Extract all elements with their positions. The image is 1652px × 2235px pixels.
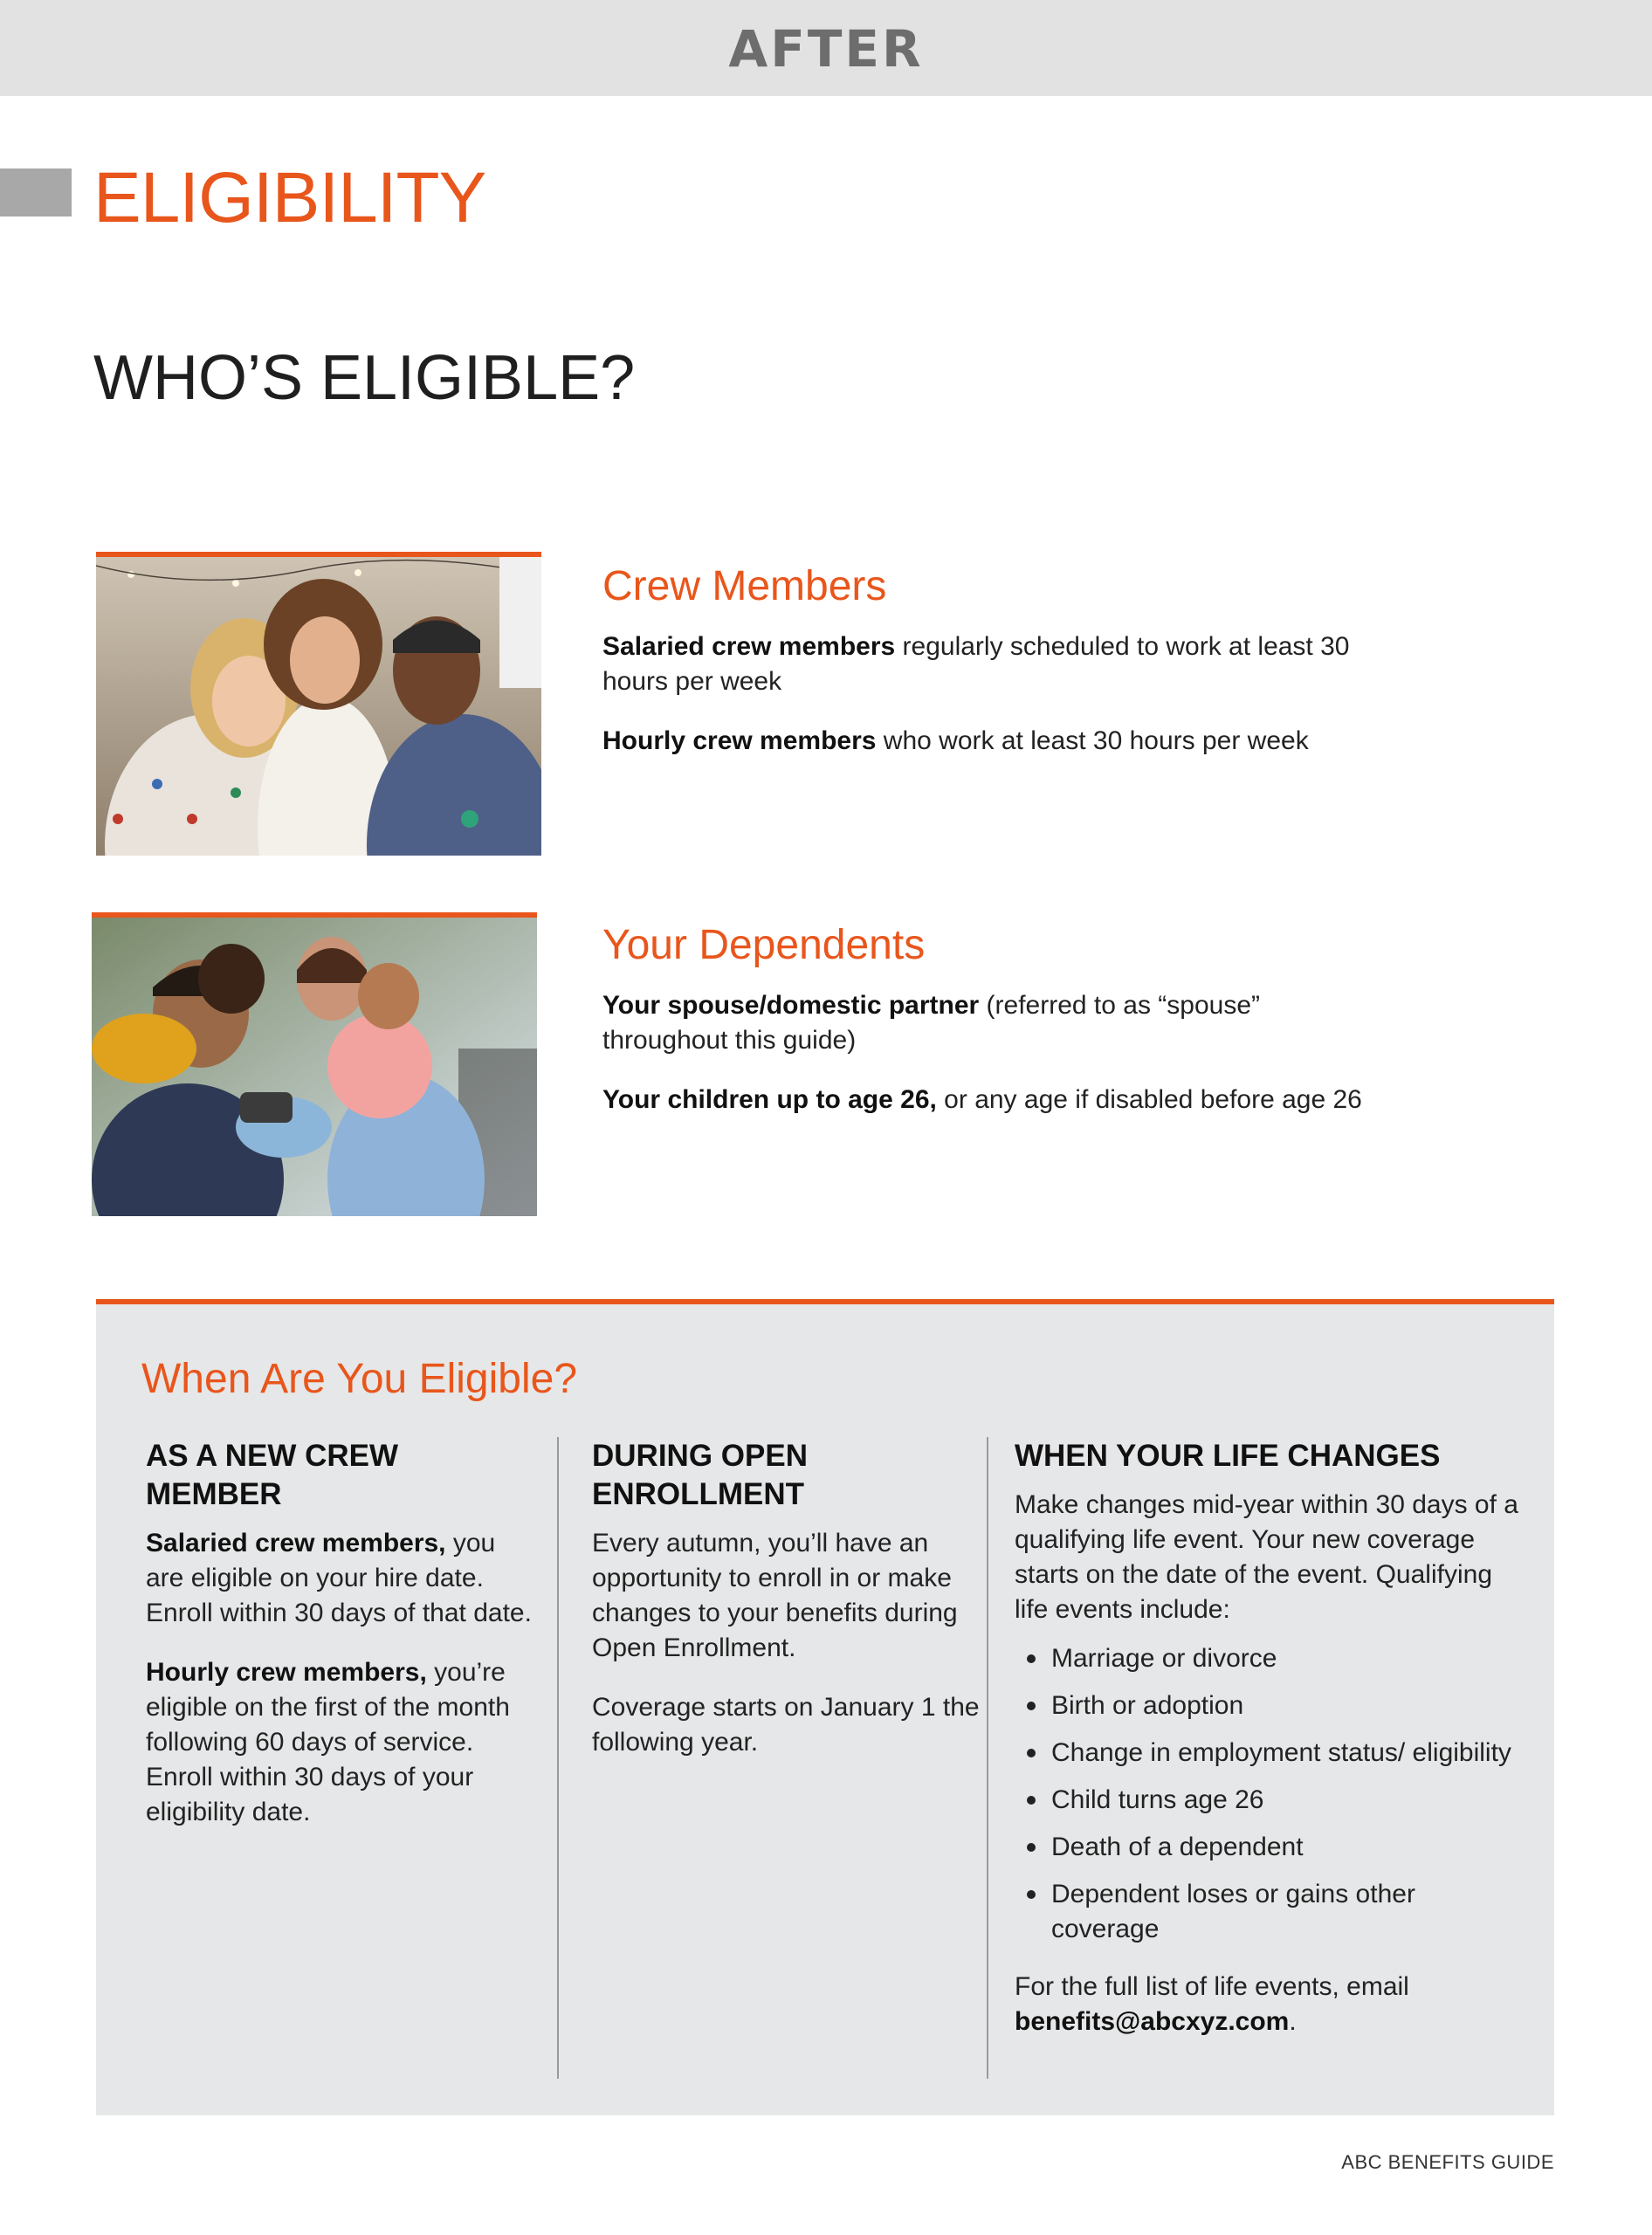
new-member-salaried: [146, 1526, 539, 1631]
new-member-heading: AS A NEW CREW MEMBER: [146, 1439, 399, 1511]
crew-salaried-bold: Salaried crew members: [602, 632, 896, 661]
open-enrollment-text: Every autumn, you’ll have an opportunity to enroll in or make changes to your benefits during Open Enrollment.: [592, 1529, 958, 1662]
crew-photo: [96, 552, 541, 856]
open-enrollment-column: [592, 1437, 985, 1785]
new-member-hourly-bold: Hourly crew members,: [146, 1658, 427, 1687]
dependents-block: [602, 921, 1371, 1142]
list-item-text: Dependent loses or gains other coverage: [1051, 1880, 1415, 1943]
open-enrollment-coverage: Coverage starts on January 1 the following year.: [592, 1693, 980, 1757]
dependents-photo: [92, 912, 537, 1216]
bullet-icon: [1027, 1702, 1036, 1710]
list-item: [1015, 1736, 1530, 1771]
dependents-spouse-text: [602, 988, 1371, 1058]
dependents-spouse-rest: (referred to as “spouse” throughout this guide): [602, 991, 1261, 1055]
list-item-text: Change in employment status/ eligibility: [1051, 1738, 1511, 1767]
crew-salaried-text: [602, 629, 1371, 699]
list-item-text: Marriage or divorce: [1051, 1644, 1277, 1673]
column-divider: [557, 1437, 559, 2079]
after-label: AFTER: [728, 19, 924, 79]
dependents-spouse-bold: Your spouse/domestic partner: [602, 991, 980, 1020]
crew-hourly-bold: Hourly crew members: [602, 726, 877, 755]
crew-hourly-text: [602, 724, 1371, 759]
list-item-text: Child turns age 26: [1051, 1785, 1264, 1814]
footer-label: ABC BENEFITS GUIDE: [1341, 2151, 1554, 2173]
life-changes-outro-end: .: [1289, 2007, 1297, 2036]
column-divider: [987, 1437, 988, 2079]
list-item: [1015, 1688, 1530, 1723]
bullet-icon: [1027, 1654, 1036, 1663]
section-tab-marker: [0, 168, 72, 217]
open-enrollment-heading: DURING OPEN ENROLLMENT: [592, 1439, 808, 1511]
life-changes-outro: [1015, 1970, 1530, 2039]
bullet-icon: [1027, 1843, 1036, 1852]
new-member-hourly-rest: you’re eligible on the first of the month following 60 days of service. Enroll within 30 days of your eligibility date.: [146, 1658, 510, 1826]
bullet-icon: [1027, 1749, 1036, 1757]
new-member-salaried-rest: you are eligible on your hire date. Enroll within 30 days of that date.: [146, 1529, 532, 1627]
after-banner: [0, 0, 1652, 96]
new-member-hourly: [146, 1655, 539, 1830]
life-changes-heading: WHEN YOUR LIFE CHANGES: [1015, 1439, 1441, 1473]
crew-members-title: Crew Members: [602, 563, 887, 609]
crew-salaried-rest: regularly scheduled to work at least 30 hours per week: [602, 632, 1350, 696]
crew-photo-image: [96, 557, 541, 856]
bullet-icon: [1027, 1890, 1036, 1899]
when-eligible-title: When Are You Eligible?: [141, 1356, 578, 1402]
when-eligible-panel: [96, 1299, 1554, 2115]
life-changes-outro-text: For the full list of life events, email: [1015, 1972, 1409, 2001]
dependents-children-text: [602, 1083, 1371, 1118]
benefits-email-link[interactable]: benefits@abcxyz.com: [1015, 2007, 1290, 2036]
dependents-photo-image: [92, 918, 537, 1216]
new-member-salaried-bold: Salaried crew members,: [146, 1529, 446, 1558]
dependents-children-bold: Your children up to age 26,: [602, 1085, 937, 1114]
list-item: [1015, 1830, 1530, 1865]
section-title: ELIGIBILITY: [93, 158, 486, 237]
list-item: [1015, 1877, 1530, 1947]
list-item-text: Birth or adoption: [1051, 1691, 1244, 1720]
dependents-title: Your Dependents: [602, 922, 926, 968]
crew-members-block: [602, 562, 1371, 783]
list-item-text: Death of a dependent: [1051, 1833, 1304, 1861]
crew-hourly-rest: who work at least 30 hours per week: [876, 726, 1309, 755]
list-item: [1015, 1641, 1530, 1676]
life-changes-intro: Make changes mid-year within 30 days of a qualifying life event. Your new coverage starts on the date of the event. Qualifying life events include:: [1015, 1490, 1518, 1624]
new-member-column: [146, 1437, 539, 1854]
life-changes-column: [1015, 1437, 1530, 2064]
page-heading: WHO’S ELIGIBLE?: [93, 343, 636, 413]
bullet-icon: [1027, 1796, 1036, 1805]
life-events-list: [1015, 1641, 1530, 1947]
list-item: [1015, 1783, 1530, 1818]
dependents-children-rest: or any age if disabled before age 26: [936, 1085, 1362, 1114]
